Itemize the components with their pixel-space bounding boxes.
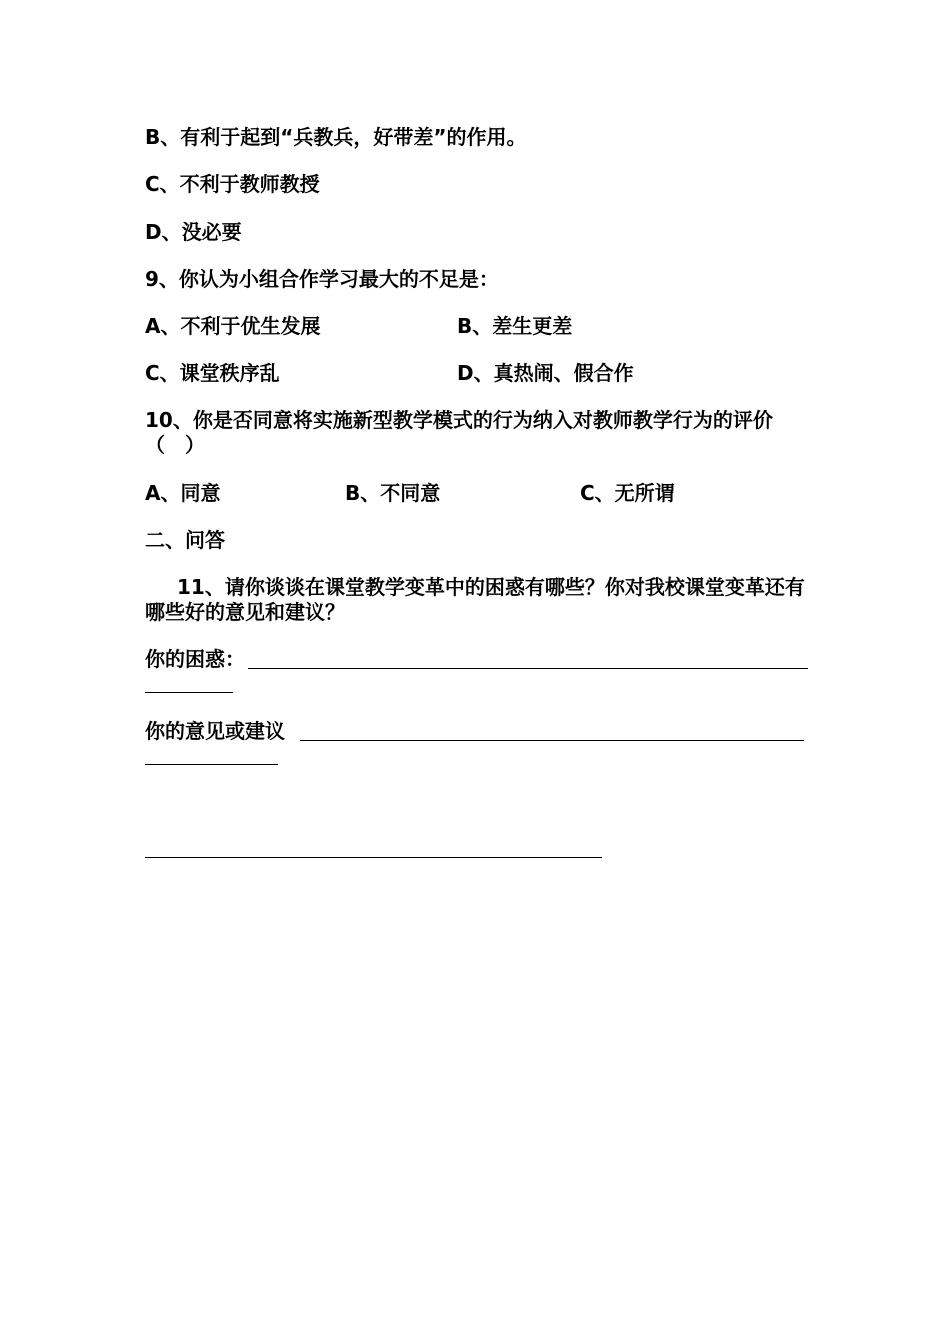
suggestion-answer-line-continued[interactable] [145,764,278,765]
extra-answer-line[interactable] [145,857,602,858]
confusion-answer-line-continued[interactable] [145,692,233,693]
confusion-label: 你的困惑： [145,647,245,671]
confusion-answer-line[interactable] [248,668,808,669]
q9-question: 9、你认为小组合作学习最大的不足是： [145,267,499,291]
q8-option-d: D、没必要 [145,220,242,244]
q8-option-b: B、有利于起到“兵教兵，好带差”的作用。 [145,125,527,149]
q11-question: 11、请你谈谈在课堂教学变革中的困惑有哪些？你对我校课堂变革还有哪些好的意见和建议？ [145,575,805,624]
q9-option-c: C、课堂秩序乱 [145,361,280,385]
q10-question: 10、你是否同意将实施新型教学模式的行为纳入对教师教学行为的评价（ ） [145,408,773,457]
q9-option-a: A、不利于优生发展 [145,314,321,338]
q8-option-c: C、不利于教师教授 [145,172,320,196]
q10-option-c: C、无所谓 [580,481,675,505]
suggestion-label: 你的意见或建议 [145,719,285,743]
q9-option-b: B、差生更差 [457,314,573,338]
q9-option-d: D、真热闹、假合作 [457,361,634,385]
q10-option-a: A、同意 [145,481,221,505]
q10-option-b: B、不同意 [345,481,441,505]
section-heading: 二、问答 [145,528,225,552]
suggestion-answer-line[interactable] [300,740,804,741]
